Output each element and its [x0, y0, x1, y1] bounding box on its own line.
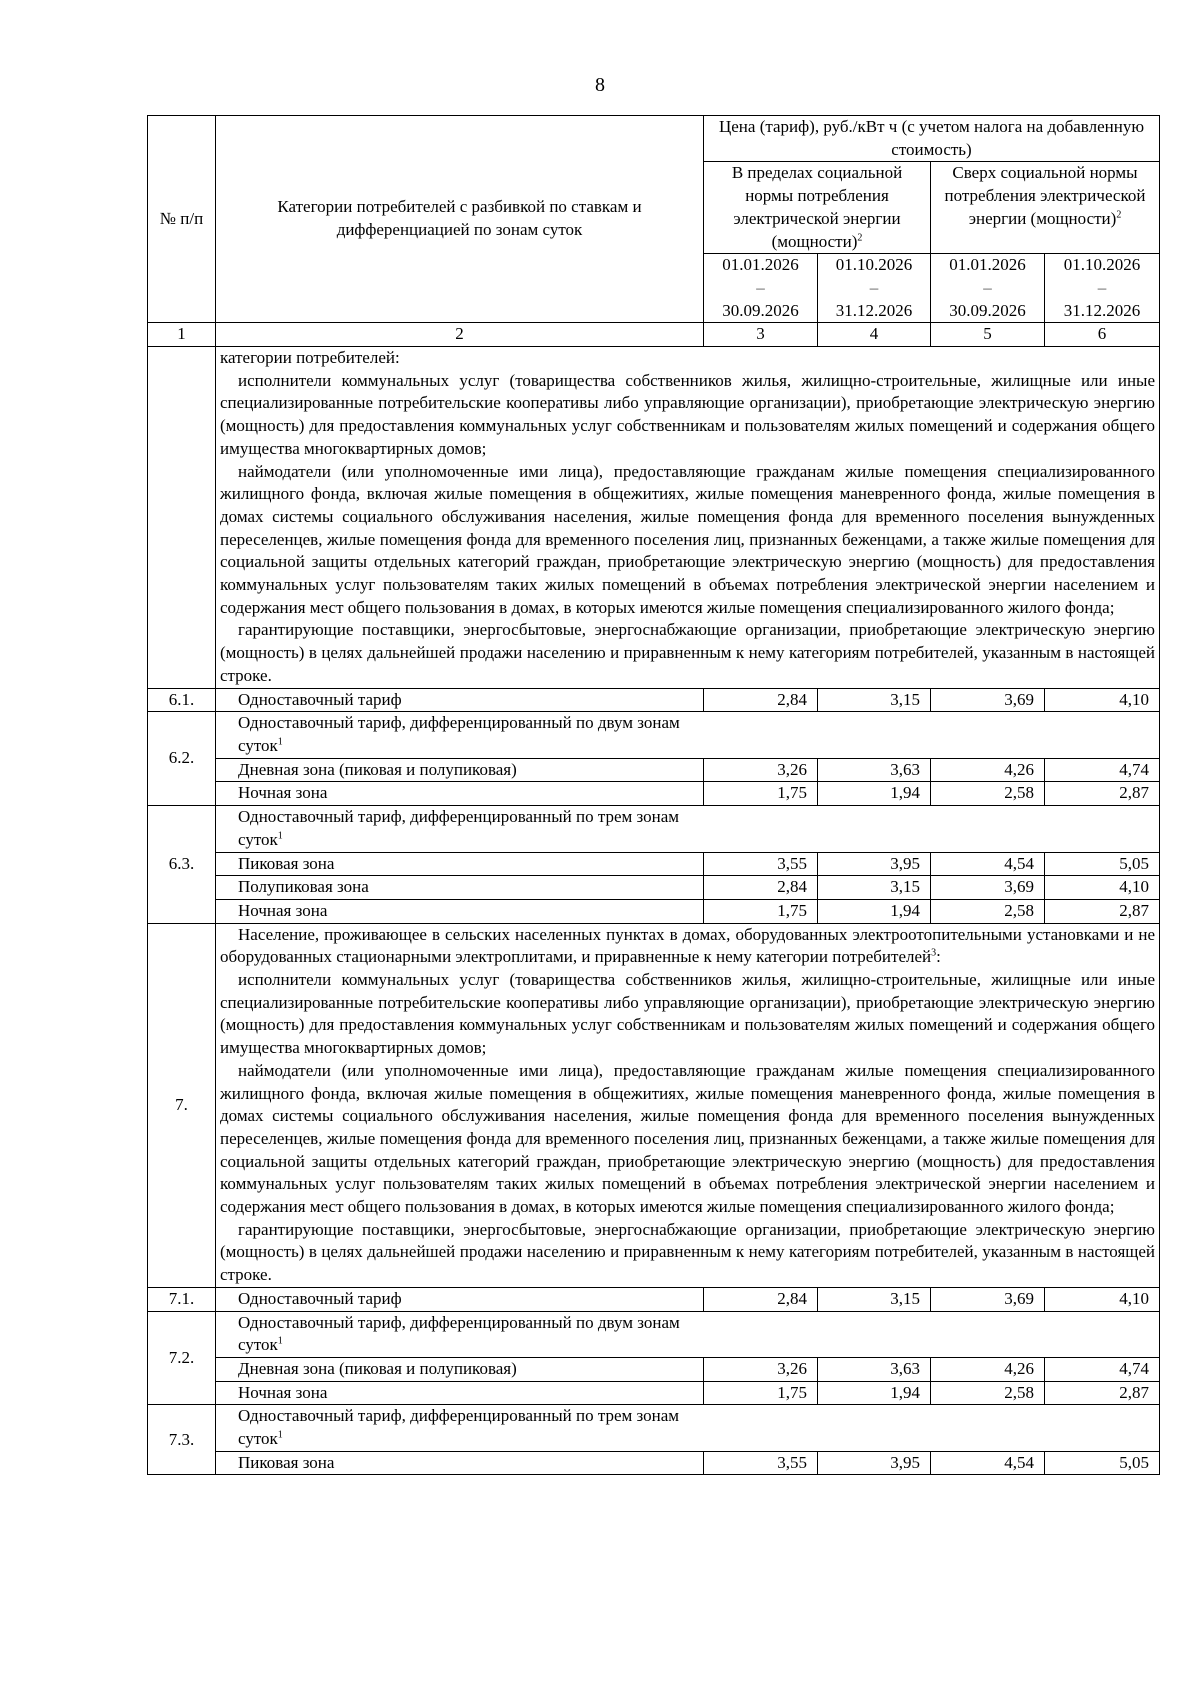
row-num: 7.1.: [148, 1287, 216, 1311]
col-number: 4: [818, 323, 931, 347]
section7-para-2: наймодатели (или уполномоченные ими лица), предоставляющие гражданам жилые помещения специализированного жилищного фонда, включая жилые помещения в общежитиях, жилые помещения маневренного фонда, жилые помещения в домах системы социального обслуживания населения, жилые помещения фонда для временного поселения вынужденных переселенцев, жилые помещения фонда для временного поселения лиц, признанных беженцами, а также жилые помещения для социальной защиты отдельных категорий граждан, приобретающие электрическую энергию (мощность) для предоставления коммунальных услуг пользователям таких жилых помещений в объемах потребления электрической энергии населением и содержания мест общего пользования в домах, в которых имеются жилые помещения специализированного жилого фонда;: [220, 1060, 1156, 1217]
row-title: Одноставочный тариф, дифференцированный по трем зонам суток$^1$: [216, 806, 704, 852]
value-cell: 3,63: [818, 1357, 931, 1381]
value-cell: 3,63: [818, 758, 931, 782]
value-cell: 1,94: [818, 899, 931, 923]
value-cell: 4,26: [931, 758, 1045, 782]
header-above-norm: Сверх социальной нормы потребления электрической энергии (мощности)$^2$: [931, 162, 1160, 254]
empty-cell: [704, 1405, 1160, 1451]
value-cell: 2,84: [704, 1287, 818, 1311]
table-row: [148, 782, 1160, 806]
empty-cell: [704, 806, 1160, 852]
col-number: 2: [216, 323, 704, 347]
value-cell: 4,74: [1045, 1357, 1160, 1381]
period-3: 01.01.2026 – 30.09.2026: [931, 254, 1045, 323]
table-row: [148, 1405, 1160, 1451]
row-label: Пиковая зона: [216, 1451, 704, 1475]
header-row-1: [148, 116, 1160, 162]
header-within-norm: В пределах социальной нормы потребления электрической энергии (мощности)$^2$: [704, 162, 931, 254]
row-num: 6.3.: [148, 806, 216, 924]
period-1: 01.01.2026 – 30.09.2026: [704, 254, 818, 323]
col-number: 6: [1045, 323, 1160, 347]
section6-para-3: гарантирующие поставщики, энергосбытовые, энергоснабжающие организации, приобретающие электрическую энергию (мощность) в целях дальнейшей продажи населению и приравненным к нему категориям потребителей, указанным в настоящей строке.: [220, 620, 1156, 685]
value-cell: 3,15: [818, 688, 931, 712]
value-cell: 4,54: [931, 852, 1045, 876]
value-cell: 4,54: [931, 1451, 1045, 1475]
value-cell: 2,58: [931, 899, 1045, 923]
value-cell: 1,75: [704, 1381, 818, 1405]
section6-para-1: исполнители коммунальных услуг (товарищества собственников жилья, жилищно-строительные, жилищные или иные специализированные потребительские кооперативы либо управляющие организации), приобретающие электрическую энергию (мощность) для предоставления коммунальных услуг собственникам и пользователям жилых помещений и содержания общего имущества многоквартирных домов;: [220, 370, 1156, 458]
row-num: 6.2.: [148, 712, 216, 806]
footnote-mark: 2: [857, 231, 863, 243]
table-row: [148, 688, 1160, 712]
row-title: Одноставочный тариф, дифференцированный по двум зонам суток$^1$: [216, 1311, 704, 1357]
section6-num: [148, 347, 216, 689]
table-row: [148, 876, 1160, 900]
empty-cell: [704, 712, 1160, 758]
col-number: 1: [148, 323, 216, 347]
header-price-title: Цена (тариф), руб./кВт ч (с учетом налога на добавленную стоимость): [704, 116, 1160, 162]
row-label: Одноставочный тариф: [216, 688, 704, 712]
value-cell: 4,26: [931, 1357, 1045, 1381]
value-cell: 3,95: [818, 852, 931, 876]
row-title: Одноставочный тариф, дифференцированный по двум зонам суток$^1$: [216, 712, 704, 758]
value-cell: 3,55: [704, 852, 818, 876]
value-cell: 1,75: [704, 899, 818, 923]
value-cell: 3,95: [818, 1451, 931, 1475]
value-cell: 4,10: [1045, 688, 1160, 712]
section6-description: [216, 347, 1160, 689]
section7-para-1: исполнители коммунальных услуг (товарищества собственников жилья, жилищно-строительные, жилищные или иные специализированные потребительские кооперативы либо управляющие организации), приобретающие электрическую энергию (мощность) для предоставления коммунальных услуг собственникам и пользователям жилых помещений и содержания общего имущества многоквартирных домов;: [220, 970, 1156, 1058]
value-cell: 2,87: [1045, 899, 1160, 923]
table-row: [148, 712, 1160, 758]
value-cell: 3,26: [704, 758, 818, 782]
value-cell: 3,26: [704, 1357, 818, 1381]
row-num: 7.3.: [148, 1405, 216, 1475]
value-cell: 5,05: [1045, 852, 1160, 876]
value-cell: 2,58: [931, 1381, 1045, 1405]
value-cell: 2,87: [1045, 782, 1160, 806]
row-label: Ночная зона: [216, 782, 704, 806]
value-cell: 4,74: [1045, 758, 1160, 782]
table-row: [148, 852, 1160, 876]
table-row: [148, 1287, 1160, 1311]
header-num: № п/п: [148, 116, 216, 323]
section7-text-row: [148, 923, 1160, 1287]
table-row: [148, 899, 1160, 923]
row-label: Ночная зона: [216, 899, 704, 923]
header-category: Категории потребителей с разбивкой по ставкам и дифференциацией по зонам суток: [216, 116, 704, 323]
section6-lead: категории потребителей:: [220, 348, 400, 368]
footnote-mark: 2: [1116, 209, 1122, 221]
row-num: 6.1.: [148, 688, 216, 712]
value-cell: 3,69: [931, 876, 1045, 900]
value-cell: 3,69: [931, 1287, 1045, 1311]
value-cell: 2,84: [704, 688, 818, 712]
row-label: Полупиковая зона: [216, 876, 704, 900]
value-cell: 2,58: [931, 782, 1045, 806]
row-label: Дневная зона (пиковая и полупиковая): [216, 1357, 704, 1381]
section7-para-3: гарантирующие поставщики, энергосбытовые, энергоснабжающие организации, приобретающие электрическую энергию (мощность) в целях дальнейшей продажи населению и приравненным к нему категориям потребителей, указанным в настоящей строке.: [220, 1219, 1156, 1285]
value-cell: 4,10: [1045, 1287, 1160, 1311]
value-cell: 3,69: [931, 688, 1045, 712]
table-row: [148, 1357, 1160, 1381]
value-cell: 3,15: [818, 876, 931, 900]
value-cell: 2,87: [1045, 1381, 1160, 1405]
tariff-table: [147, 115, 1160, 1475]
value-cell: 2,84: [704, 876, 818, 900]
table-row: [148, 758, 1160, 782]
section7-description: [216, 923, 1160, 1287]
row-label: Ночная зона: [216, 1381, 704, 1405]
period-4: 01.10.2026 – 31.12.2026: [1045, 254, 1160, 323]
row-label: Дневная зона (пиковая и полупиковая): [216, 758, 704, 782]
section6-para-2: наймодатели (или уполномоченные ими лица), предоставляющие гражданам жилые помещения специализированного жилищного фонда, включая жилые помещения в общежитиях, жилые помещения маневренного фонда, жилые помещения в домах системы социального обслуживания населения, жилые помещения фонда для временного поселения вынужденных переселенцев, жилые помещения фонда для временного поселения лиц, признанных беженцами, а также жилые помещения для социальной защиты отдельных категорий граждан, приобретающие электрическую энергию (мощность) для предоставления коммунальных услуг пользователям таких жилых помещений в объемах потребления электрической энергии населением и содержания мест общего пользования в домах, в которых имеются жилые помещения специализированного жилого фонда;: [220, 461, 1156, 617]
column-number-row: [148, 323, 1160, 347]
row-title: Одноставочный тариф, дифференцированный по трем зонам суток$^1$: [216, 1405, 704, 1451]
row-label: Пиковая зона: [216, 852, 704, 876]
value-cell: 3,15: [818, 1287, 931, 1311]
value-cell: 1,94: [818, 782, 931, 806]
section7-lead: Население, проживающее в сельских населенных пунктах в домах, оборудованных электроотопительными установками и не оборудованных стационарными электроплитами, и приравненные к нему категории потребителей$^3$:: [220, 924, 1156, 967]
value-cell: 1,94: [818, 1381, 931, 1405]
table-row: [148, 1451, 1160, 1475]
row-label: Одноставочный тариф: [216, 1287, 704, 1311]
table-row: [148, 1311, 1160, 1357]
col-number: 5: [931, 323, 1045, 347]
page-number: 8: [595, 74, 605, 96]
col-number: 3: [704, 323, 818, 347]
table-row: [148, 1381, 1160, 1405]
value-cell: 3,55: [704, 1451, 818, 1475]
row-num: 7.2.: [148, 1311, 216, 1405]
value-cell: 4,10: [1045, 876, 1160, 900]
value-cell: 1,75: [704, 782, 818, 806]
empty-cell: [704, 1311, 1160, 1357]
value-cell: 5,05: [1045, 1451, 1160, 1475]
section6-text-row: [148, 347, 1160, 689]
period-2: 01.10.2026 – 31.12.2026: [818, 254, 931, 323]
section7-num: 7.: [148, 923, 216, 1287]
table-row: [148, 806, 1160, 852]
